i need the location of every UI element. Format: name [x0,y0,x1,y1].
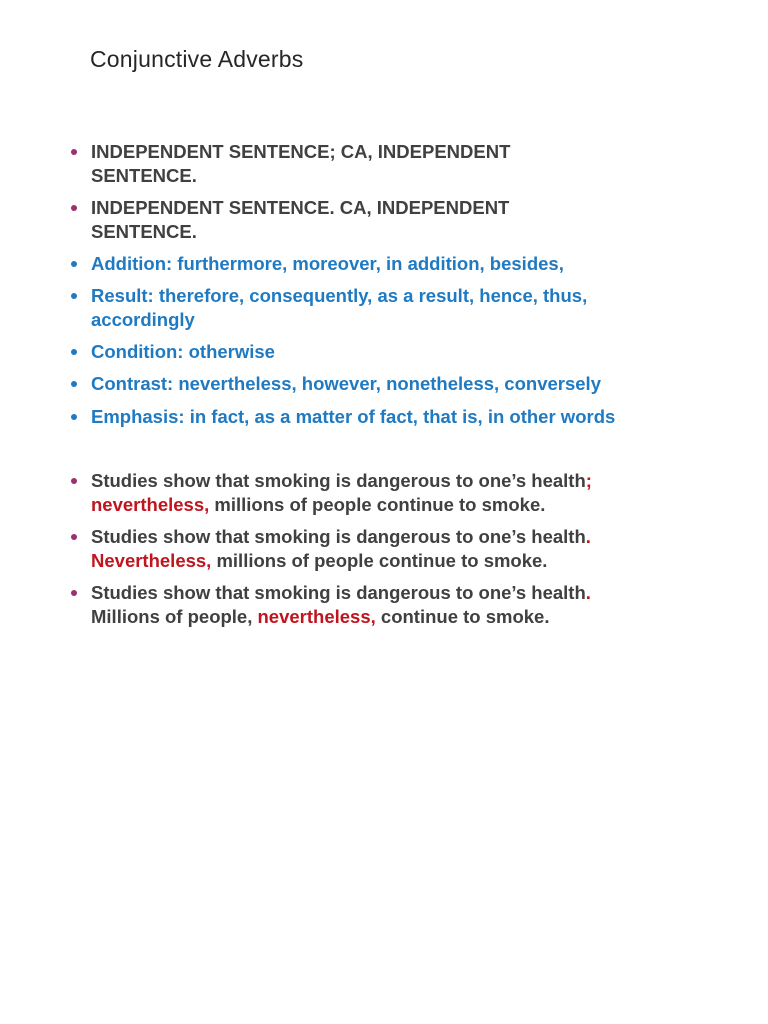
example-semicolon-item [66,469,746,517]
bullet-dot-icon [71,381,77,387]
category-text-continued: accordingly [91,309,195,330]
category-text: Addition: furthermore, moreover, in addition, besides, [91,253,564,274]
category-addition-item [66,252,746,276]
rules-list [66,140,746,429]
example-punctuation: ; [585,470,592,491]
example-sentence: Studies show that smoking is dangerous to one’s health [91,470,586,491]
example-continuation: millions of people continue to smoke. [211,550,548,571]
example-sentence: Studies show that smoking is dangerous to one’s health [91,582,586,603]
example-adverb: nevertheless, [257,606,376,627]
page-title: Conjunctive Adverbs [90,46,304,72]
bullet-dot-icon [71,414,77,420]
example-adverb: nevertheless, [91,494,210,515]
example-continuation: continue to smoke. [375,606,550,627]
example-continuation: millions of people continue to smoke. [209,494,546,515]
bullet-dot-icon [71,205,77,211]
category-text: Result: therefore, consequently, as a result, hence, thus, [91,285,588,306]
category-text: Emphasis: in fact, as a matter of fact, that is, in other words [91,406,616,427]
example-adverb: Nevertheless, [91,550,212,571]
category-contrast-item [66,372,746,396]
category-result-item [66,284,746,332]
category-condition-item [66,340,746,364]
bullet-dot-icon [71,293,77,299]
pattern-line2: SENTENCE. [91,165,197,186]
category-emphasis-item [66,405,746,429]
bullet-dot-icon [71,261,77,267]
pattern-line2: SENTENCE. [91,221,197,242]
pattern-semicolon-item [66,140,746,188]
pattern-line1: INDEPENDENT SENTENCE; CA, INDEPENDENT [91,141,511,162]
examples-list [66,469,746,629]
pattern-line1: INDEPENDENT SENTENCE. CA, INDEPENDENT [91,197,510,218]
example-punctuation: . [585,582,591,603]
example-period-item [66,525,746,573]
category-text: Contrast: nevertheless, however, nonetheless, conversely [91,373,601,394]
bullet-dot-icon [71,534,77,540]
bullet-dot-icon [71,149,77,155]
example-lead: Millions of people, [91,606,258,627]
example-midsentence-item [66,581,746,629]
example-punctuation: . [585,526,591,547]
category-text: Condition: otherwise [91,341,275,362]
example-sentence: Studies show that smoking is dangerous to one’s health [91,526,586,547]
bullet-dot-icon [71,349,77,355]
bullet-dot-icon [71,590,77,596]
pattern-period-item [66,196,746,244]
bullet-dot-icon [71,478,77,484]
